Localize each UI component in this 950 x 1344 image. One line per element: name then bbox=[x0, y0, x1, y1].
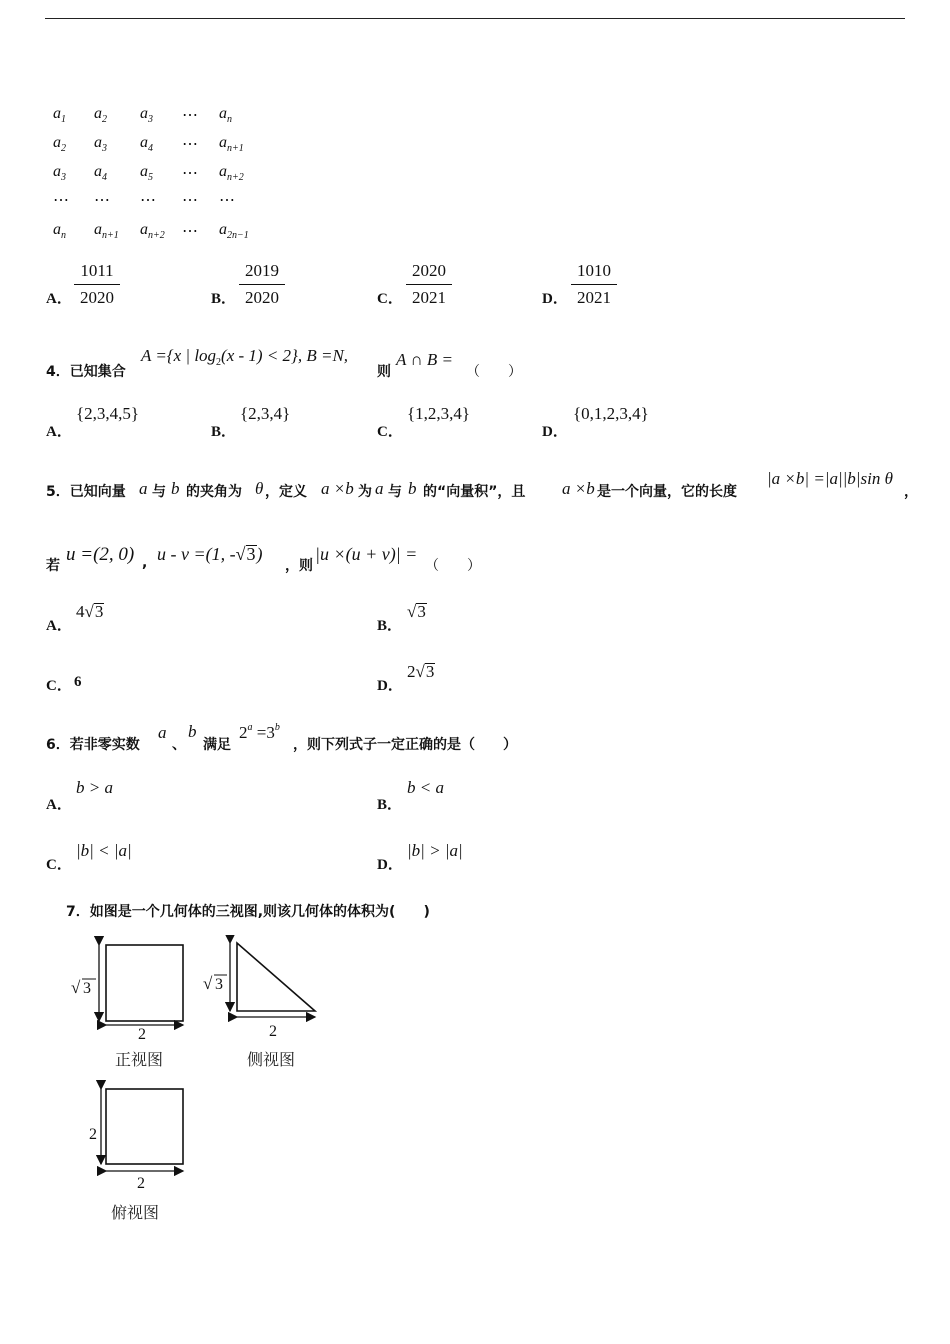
matrix-cell bbox=[219, 134, 244, 154]
top-view bbox=[89, 1089, 183, 1222]
q5-is: 为 bbox=[358, 484, 372, 500]
q4-option-b-label: B． bbox=[211, 424, 237, 440]
matrix-cell bbox=[53, 105, 66, 125]
q5-sqrt3: 3 bbox=[246, 544, 256, 564]
q5-prefix: 5．已知向量 bbox=[46, 484, 126, 500]
q4-paren: （ ） bbox=[466, 364, 522, 380]
q6-option-d-label: D． bbox=[377, 857, 403, 873]
matrix-cell bbox=[182, 163, 198, 185]
matrix-cell-base: a bbox=[140, 105, 148, 122]
header-rule bbox=[45, 18, 905, 19]
q3-option-b-denominator: 2020 bbox=[245, 288, 279, 307]
q5-with: 与 bbox=[152, 484, 166, 500]
matrix-cell-base: a bbox=[140, 163, 148, 180]
side-view-caption: 侧视图 bbox=[247, 1050, 296, 1069]
matrix-cell bbox=[182, 221, 198, 243]
side-view-triangle bbox=[237, 943, 315, 1011]
matrix-cell-subscript: 2 bbox=[61, 143, 66, 154]
top-width-label: 2 bbox=[137, 1175, 145, 1192]
q6-option-c-label: C． bbox=[46, 857, 72, 873]
matrix-cell-base: a bbox=[219, 163, 227, 180]
q6-satisfy: 满足 bbox=[203, 737, 231, 753]
matrix-cell bbox=[182, 190, 198, 212]
matrix-cell bbox=[219, 105, 232, 125]
q5-axb2: a ×b bbox=[562, 479, 595, 498]
q5-angle-text: 的夹角为 bbox=[186, 484, 242, 500]
q3-option-c-denominator: 2021 bbox=[412, 288, 446, 307]
matrix-cell-subscript: 2 bbox=[102, 114, 107, 125]
matrix-cell bbox=[219, 221, 249, 241]
matrix-cell bbox=[140, 190, 156, 212]
q5-b2: b bbox=[408, 479, 417, 498]
matrix-cell bbox=[219, 190, 235, 212]
matrix-cell bbox=[94, 221, 119, 241]
top-height-label: 2 bbox=[89, 1126, 97, 1143]
q4-formula-b: (x - 1) < 2}, B =N, bbox=[221, 346, 349, 365]
q4-prefix: 4．已知集合 bbox=[46, 364, 126, 380]
front-width-label: 2 bbox=[138, 1026, 146, 1043]
q5-vector-tail: 是一个向量，它的长度 bbox=[597, 484, 737, 500]
matrix-cell-base: ⋯ bbox=[94, 192, 110, 209]
matrix-cell-subscript: n bbox=[61, 230, 66, 241]
matrix-cell-base: a bbox=[53, 221, 61, 238]
q3-option-b-label: B． bbox=[211, 291, 237, 307]
matrix-cell bbox=[94, 105, 107, 125]
q5-if: 若 bbox=[46, 558, 60, 574]
q5-option-a-value[interactable]: 4√3 bbox=[76, 602, 104, 621]
q6-option-d-value[interactable]: |b| > |a| bbox=[407, 841, 463, 860]
matrix-cell bbox=[140, 105, 153, 125]
q6-eq-exp2: b bbox=[274, 722, 280, 733]
q4-target: A ∩ B = bbox=[396, 350, 453, 369]
q3-option-d-numerator: 1010 bbox=[577, 261, 611, 280]
matrix-cell-base: ⋯ bbox=[182, 192, 198, 209]
q6-option-a-label: A． bbox=[46, 797, 72, 813]
q3-option-d-label: D． bbox=[542, 291, 568, 307]
q5-option-c-value[interactable]: 6 bbox=[74, 674, 82, 690]
matrix-cell-subscript: 3 bbox=[61, 172, 66, 183]
matrix-cell bbox=[140, 221, 165, 241]
q6-b: b bbox=[188, 722, 197, 741]
q5-option-d-label: D． bbox=[377, 678, 403, 694]
matrix-cell-subscript: 1 bbox=[61, 114, 66, 125]
q6-eq-base1: 2 bbox=[239, 723, 248, 742]
matrix-cell-base: a bbox=[219, 221, 227, 238]
matrix-cell bbox=[53, 134, 66, 154]
matrix-cell-subscript: 4 bbox=[102, 172, 107, 183]
side-height-label: 3 bbox=[215, 976, 223, 993]
front-height-label: 3 bbox=[83, 980, 91, 997]
q5-option-d-sqrt: 3 bbox=[425, 662, 435, 681]
matrix-cell-subscript: n+2 bbox=[227, 172, 244, 183]
side-sqrt-sign: √ bbox=[203, 974, 213, 993]
q5-axb: a ×b bbox=[321, 479, 354, 498]
q5-comma: ， bbox=[904, 484, 918, 500]
matrix-cell bbox=[53, 221, 66, 241]
q5-option-d-pre: 2 bbox=[407, 662, 416, 681]
q4-then: 则 bbox=[377, 364, 391, 380]
matrix-cell-subscript: n+1 bbox=[102, 230, 119, 241]
matrix-cell-base: ⋯ bbox=[219, 192, 235, 209]
matrix-cell-base: a bbox=[53, 134, 61, 151]
matrix-cell-base: ⋯ bbox=[53, 192, 69, 209]
q4-option-c-value[interactable]: {1,2,3,4} bbox=[407, 404, 471, 423]
matrix-cell bbox=[94, 134, 107, 154]
matrix-cell bbox=[53, 163, 66, 183]
q5-length-formula: |a ×b| =|a||b|sin θ bbox=[767, 469, 893, 488]
q4-formula-a: A ={x | log bbox=[141, 346, 217, 365]
q3-option-d-denominator: 2021 bbox=[577, 288, 611, 307]
matrix-cell bbox=[182, 134, 198, 156]
matrix-cell bbox=[219, 163, 244, 183]
q5-a2: a bbox=[375, 479, 384, 498]
matrix-cell-base: a bbox=[94, 134, 102, 151]
q5-then: ，则 bbox=[285, 558, 313, 574]
q5-a: a bbox=[139, 479, 148, 498]
q4-option-a-value[interactable]: {2,3,4,5} bbox=[76, 404, 140, 423]
matrix-cell-subscript: 4 bbox=[148, 143, 153, 154]
q5-option-b-sqrt: 3 bbox=[417, 602, 426, 621]
three-view-figure bbox=[60, 935, 330, 1235]
q5-u-minus-v: u - v =(1, -√3) bbox=[157, 544, 263, 564]
q3-option-c-fraction[interactable] bbox=[406, 260, 452, 309]
front-sqrt-sign: √ bbox=[71, 978, 81, 997]
q6-option-b-value[interactable]: b < a bbox=[407, 778, 444, 797]
matrix-cell-subscript: n bbox=[227, 114, 232, 125]
q4-option-b-value[interactable]: {2,3,4} bbox=[240, 404, 291, 423]
q4-formula-sub: 2 bbox=[216, 357, 222, 368]
matrix-cell-base: a bbox=[94, 221, 102, 238]
q5-u-minus-v-a: u - v =(1, - bbox=[157, 544, 236, 564]
matrix-cell-base: a bbox=[140, 221, 148, 238]
q5-option-a-pre: 4 bbox=[76, 602, 85, 621]
matrix-cell-base: ⋯ bbox=[182, 136, 198, 153]
q7-text: 7．如图是一个几何体的三视图,则该几何体的体积为( ) bbox=[66, 904, 430, 920]
q5-b: b bbox=[171, 479, 180, 498]
q6-option-b-label: B． bbox=[377, 797, 403, 813]
q5-target: |u ×(u + v)| = bbox=[315, 544, 418, 564]
matrix-cell bbox=[53, 190, 69, 212]
matrix-cell-base: ⋯ bbox=[140, 192, 156, 209]
q6-sep: 、 bbox=[172, 737, 186, 753]
matrix-cell-subscript: 3 bbox=[102, 143, 107, 154]
matrix-cell bbox=[94, 190, 110, 212]
q3-option-a-fraction[interactable] bbox=[74, 260, 120, 309]
q5-theta: θ bbox=[255, 479, 264, 498]
q5-def-tail: 的“向量积”，且 bbox=[423, 484, 526, 500]
matrix-cell-base: a bbox=[94, 105, 102, 122]
q3-option-a-denominator: 2020 bbox=[80, 288, 114, 307]
matrix-cell-subscript: 5 bbox=[148, 172, 153, 183]
q3-option-b-fraction[interactable] bbox=[239, 260, 285, 309]
q3-option-a-label: A． bbox=[46, 291, 72, 307]
matrix-cell-base: a bbox=[219, 105, 227, 122]
matrix-cell-base: a bbox=[219, 134, 227, 151]
matrix-cell bbox=[140, 134, 153, 154]
matrix-cell-subscript: n+1 bbox=[227, 143, 244, 154]
matrix-cell-base: ⋯ bbox=[182, 223, 198, 240]
q6-tail: ，则下列式子一定正确的是（ ） bbox=[293, 737, 517, 753]
q5-option-a-label: A． bbox=[46, 618, 72, 634]
top-view-caption: 俯视图 bbox=[111, 1203, 160, 1222]
matrix-cell-base: a bbox=[53, 163, 61, 180]
front-view-square bbox=[106, 945, 183, 1021]
q6-eq-mid: =3 bbox=[252, 723, 275, 742]
q4-option-d-value[interactable]: {0,1,2,3,4} bbox=[573, 404, 649, 423]
q3-option-b-numerator: 2019 bbox=[245, 261, 279, 280]
q4-option-a-label: A． bbox=[46, 424, 72, 440]
matrix-cell-subscript: n+2 bbox=[148, 230, 165, 241]
matrix-cell-base: ⋯ bbox=[182, 165, 198, 182]
top-view-square bbox=[106, 1089, 183, 1164]
q5-u-minus-v-b: ) bbox=[256, 544, 263, 564]
q5-option-a-sqrt: 3 bbox=[94, 602, 104, 621]
q5-option-b-label: B． bbox=[377, 618, 403, 634]
q5-sep1: , bbox=[142, 555, 148, 571]
q5-define: ，定义 bbox=[265, 484, 307, 500]
q3-option-d-fraction[interactable] bbox=[571, 260, 617, 309]
matrix-cell bbox=[94, 163, 107, 183]
q4-option-d-label: D． bbox=[542, 424, 568, 440]
q6-prefix: 6．若非零实数 bbox=[46, 737, 140, 753]
q6-a: a bbox=[158, 723, 167, 742]
matrix-cell bbox=[182, 105, 198, 127]
matrix-cell-base: a bbox=[140, 134, 148, 151]
q5-paren: （ ） bbox=[425, 558, 481, 574]
q5-option-b-value[interactable]: √3 bbox=[407, 602, 426, 621]
side-width-label: 2 bbox=[269, 1023, 277, 1040]
q6-eq-exp1: a bbox=[247, 722, 253, 733]
q4-formula bbox=[141, 346, 348, 368]
q3-option-c-numerator: 2020 bbox=[412, 261, 446, 280]
q6-option-a-value[interactable]: b > a bbox=[76, 778, 113, 797]
matrix-cell-base: a bbox=[94, 163, 102, 180]
q5-u-def: u =(2, 0) bbox=[66, 544, 135, 565]
q3-option-c-label: C． bbox=[377, 291, 403, 307]
q5-option-c-label: C． bbox=[46, 678, 72, 694]
matrix-cell-base: a bbox=[53, 105, 61, 122]
front-view-caption: 正视图 bbox=[115, 1050, 164, 1069]
q6-equation bbox=[239, 722, 280, 743]
q5-with2: 与 bbox=[388, 484, 402, 500]
q5-option-d-value[interactable]: 2√3 bbox=[407, 662, 435, 681]
matrix-cell-subscript: 2n−1 bbox=[227, 230, 249, 241]
q6-option-c-value[interactable]: |b| < |a| bbox=[76, 841, 132, 860]
q3-option-a-numerator: 1011 bbox=[80, 261, 114, 280]
side-view bbox=[203, 943, 315, 1069]
matrix-cell-subscript: 3 bbox=[148, 114, 153, 125]
front-view bbox=[71, 945, 183, 1069]
matrix-cell-base: ⋯ bbox=[182, 107, 198, 124]
q4-option-c-label: C． bbox=[377, 424, 403, 440]
matrix-cell bbox=[140, 163, 153, 183]
